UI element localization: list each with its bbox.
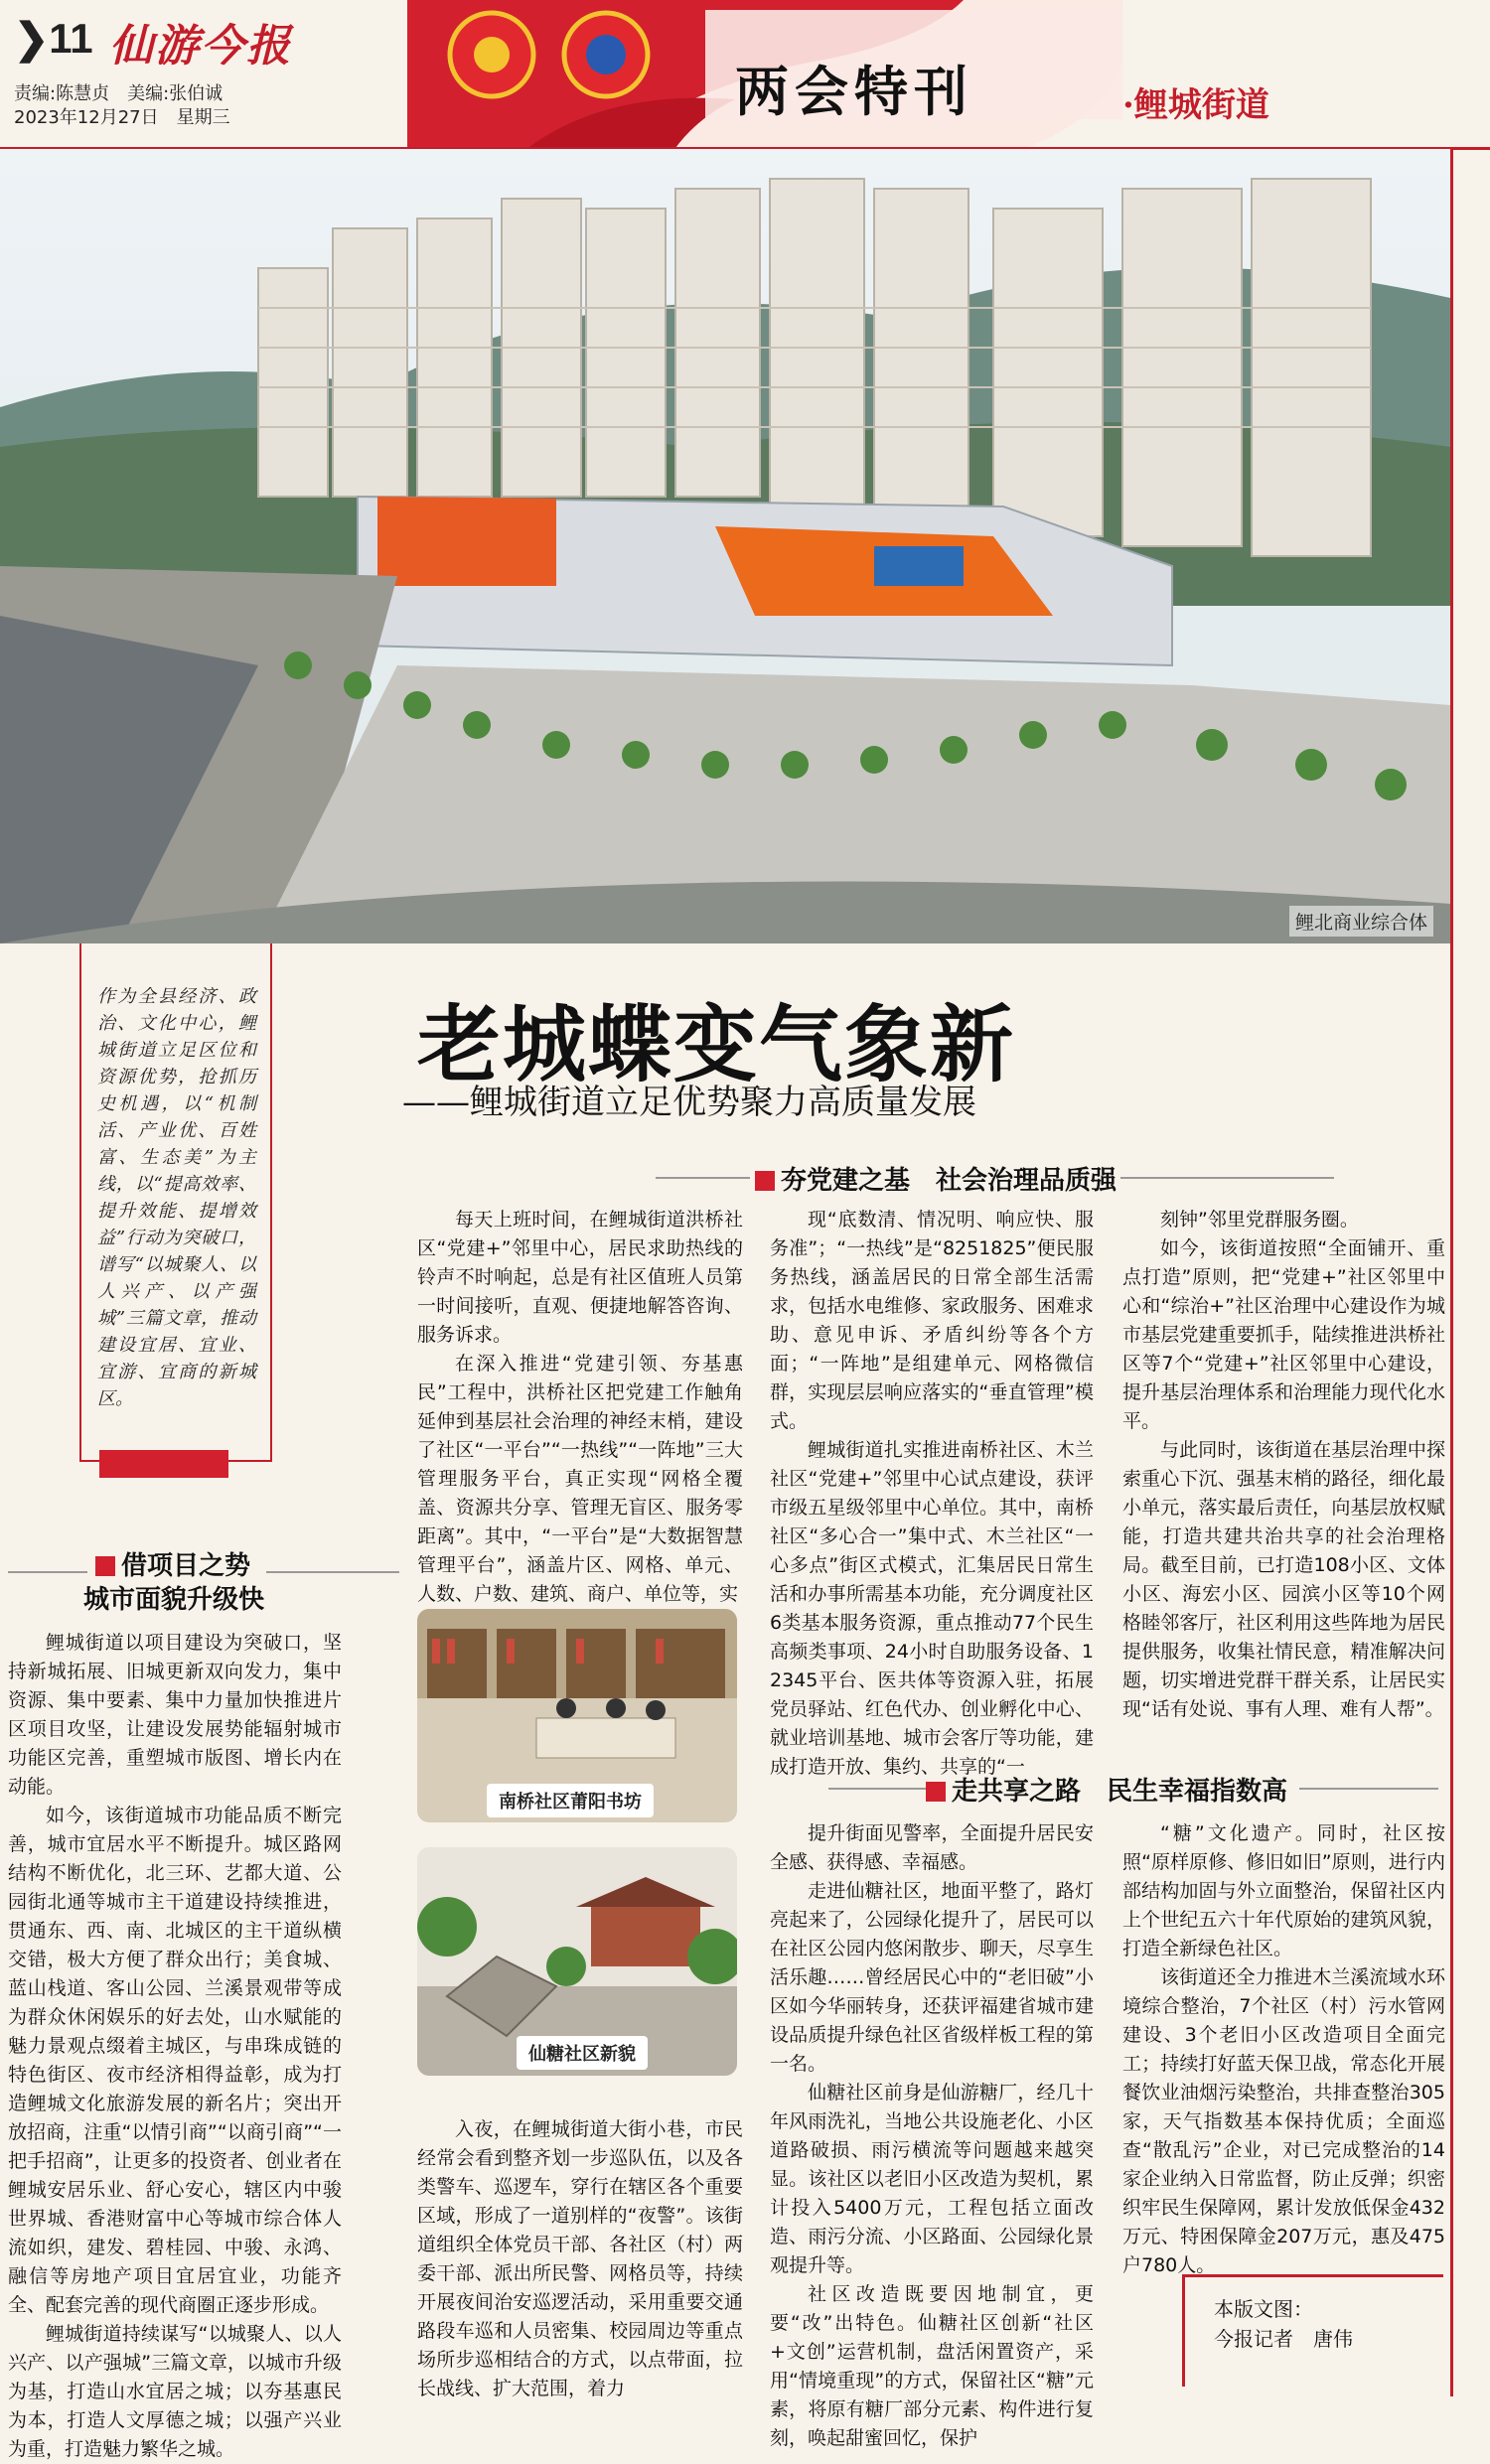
section-rule: [8, 1571, 87, 1573]
paragraph: 如今，该街道城市功能品质不断完善，城市宜居水平不断提升。城区路网结构不断优化，北三环、艺都大道、公园街北通等城市主干道建设持续推进，贯通东、西、南、北城区的主干道纵横交错，极大方便了群众出行；美食城、蓝山栈道、客山公园、兰溪景观带等成为群众休闲娱乐的好去处，山水赋能的魅力景观点缀着主城区，与串珠成链的特色街区、夜市经济相得益彰，成为打造鲤城文化旅游发展的新名片；突出开放招商，注重“以情引商”“以商引商”“一把手招商”，让更多的投资者、创业者在鲤城安居乐业、舒心安心，辖区内中骏世界城、香港财富中心等城市综合体人流如织，建发、碧桂园、中骏、永鸿、融信等房地产项目宜居宜业，功能齐全、配套完善的现代商圈正逐步形成。: [8, 1805, 342, 2316]
page-header: [0, 0, 1490, 149]
main-photo-caption: 鲤北商业综合体: [1289, 906, 1433, 937]
credit-label: 本版文图：: [1214, 2297, 1313, 2321]
paragraph: 仙糖社区前身是仙游糖厂，经几十年风雨洗礼，当地公共设施老化、小区道路破损、雨污横流等问题越来越突显。该社区以老旧小区改造为契机，累计投入5400万元，工程包括立面改造、雨污分流、小区路面、公园绿化景观提升等。: [770, 2082, 1094, 2276]
text-column-third-bottom: [770, 1819, 1094, 2453]
paragraph: 如今，该街道按照“全面铺开、重点打造”原则，把“党建+”社区邻里中心和“综治+”社区治理中心建设作为城市基层党建重要抓手，陆续推进洪桥社区等7个“党建+”社区邻里中心建设，提升基层治理体系和治理能力现代化水平。: [1122, 1237, 1445, 1432]
paragraph: 走进仙糖社区，地面平整了，路灯亮起来了，公园绿化提升了，居民可以在社区公园内悠闲散步、聊天，尽享生活乐趣……曾经居民心中的“老旧破”小区如今华丽转身，还获评福建省城市建设品质提升绿色社区省级样板工程的第一名。: [770, 1880, 1094, 2075]
paragraph: 鲤城街道持续谋写“以城聚人、以人兴产、以产强城”三篇文章，以城市升级为基，打造山水宜居之城；以夯基惠民为本，打造人文厚德之城；以强产兴业为重，打造魅力繁华之城。: [8, 2323, 342, 2460]
section-title-projects-line2: 城市面貌升级快: [83, 1585, 265, 1615]
paragraph: 提升街面见警率，全面提升居民安全感、获得感、幸福感。: [770, 1822, 1094, 1873]
editor-line: 责编:陈慧贞 美编:张伯诚: [14, 83, 224, 104]
text-column-third-top: [770, 1206, 1094, 1782]
red-square-icon: [926, 1782, 946, 1802]
paragraph: 与此同时，该街道在基层治理中探索重心下沉、强基末梢的路径，细化最小单元，落实最后责任，向基层放权赋能，打造共建共治共享的社会治理格局。截至目前，已打造108小区、文体小区、海宏小区、园滨小区等10个网格睦邻客厅，社区利用这些阵地为居民提供服务，收集社情民意，精准解决问题，切实增进党群干群关系，让居民实现“话有处说、事有人理、难有人帮”。: [1122, 1439, 1445, 1720]
photo-caption-reading-room: 南桥社区莆阳书坊: [487, 1784, 654, 1817]
text-column-left: [8, 1629, 342, 2464]
right-margin-rule: [1450, 149, 1453, 2396]
paragraph: 社区改造既要因地制宜，更要“改”出特色。仙糖社区创新“社区+文创”运营机制，盘活闲置资产，采用“情境重现”的方式，保留社区“糖”元素，将原有糖厂部分元素、构件进行复刻，唤起甜蜜回忆，保护: [770, 2283, 1094, 2449]
section-rule: [828, 1788, 928, 1790]
photo-caption-xiantang: 仙糖社区新貌: [517, 2036, 648, 2070]
text-column-fourth-top: [1122, 1206, 1445, 1724]
photo-reading-room: [417, 1609, 737, 1822]
column-name: ·鲤城街道: [1122, 85, 1269, 125]
credit-author: 今报记者 唐伟: [1214, 2327, 1353, 2351]
section-title-projects-line1: 借项目之势: [95, 1545, 250, 1582]
section-rule: [266, 1571, 399, 1573]
paragraph: 现“底数清、情况明、响应快、服务准”；“一热线”是“8251825”便民服务热线，涵盖居民的日常全部生活需求，包括水电维修、家政服务、困难求助、意见申诉、矛盾纠纷等各个方面；“一阵地”是组建单元、网格微信群，实现层层响应落实的“垂直管理”模式。: [770, 1209, 1094, 1432]
paragraph: 鲤城街道扎实推进南桥社区、木兰社区“党建+”邻里中心试点建设，获评市级五星级邻里中心单位。其中，南桥社区“多心合一”集中式、木兰社区“一心多点”街区式模式，汇集居民日常生活和办事所需基本功能，充分调度社区6类基本服务资源，重点推动77个民生高频类事项、24小时自助服务设备、12345平台、医共体等资源入驻，拓展党员驿站、红色代办、创业孵化中心、就业培训基地、城市会客厅等功能，建成打造开放、集约、共享的“一: [770, 1439, 1094, 1778]
subheadline: ——鲤城街道立足优势聚力高质量发展: [402, 1083, 976, 1122]
text-column-middle-top: [417, 1206, 743, 1609]
main-photo-commercial-complex: [0, 149, 1450, 943]
photo-xiantang-community: [417, 1847, 737, 2076]
red-square-icon: [755, 1171, 775, 1191]
paper-masthead: 仙游今报: [109, 21, 292, 72]
paragraph: 每天上班时间，在鲤城街道洪桥社区“党建+”邻里中心，居民求助热线的铃声不时响起，总是有社区值班人员第一时间接听，直观、便捷地解答咨询、服务诉求。: [417, 1209, 743, 1346]
paragraph: 在深入推进“党建引领、夯基惠民”工程中，洪桥社区把党建工作触角延伸到基层社会治理的神经末梢，建设了社区“一平台”“一热线”“一阵地”三大管理服务平台，真正实现“网格全覆盖、资源共分享、管理无盲区、服务零距离”。其中，“一平台”是“大数据智慧管理平台”，涵盖片区、网格、单元、人数、户数、建筑、商户、单位等，实: [417, 1353, 743, 1605]
page-arrow-icon: ❯: [14, 15, 50, 62]
section-rule: [1120, 1177, 1334, 1179]
section-title-party-building: 夯党建之基 社会治理品质强: [755, 1160, 1117, 1197]
headline: 老城蝶变气象新: [417, 995, 1016, 1093]
intro-text: 作为全县经济、政治、文化中心，鲤城街道立足区位和资源优势，抢抓历史机遇，以“机制活、产业优、百姓富、生态美”为主线，以“提高效率、提升效能、提增效益”行动为突破口，谱写“以城聚人、以人兴产、以产强城”三篇文章，推动建设宜居、宜业、宜游、宜商的新城区。: [97, 986, 256, 1409]
section-rule: [656, 1177, 750, 1179]
date-line: 2023年12月27日 星期三: [14, 107, 230, 128]
text-column-fourth-bottom: [1122, 1819, 1445, 2280]
credit: [1214, 2294, 1353, 2354]
intro-red-block: [99, 1450, 228, 1478]
text-column-middle-bottom: [417, 2115, 743, 2403]
page-number: ❯11: [14, 15, 93, 62]
special-issue-title: 两会特刊: [735, 60, 973, 123]
paragraph: 刻钟”邻里党群服务圈。: [1160, 1209, 1359, 1231]
section-rule: [1299, 1788, 1438, 1790]
paragraph: 鲤城街道以项目建设为突破口，坚持新城拓展、旧城更新双向发力，集中资源、集中要素、集中力量加快推进片区项目攻坚，让建设发展势能辐射城市功能区完善，重塑城市版图、增长内在动能。: [8, 1632, 342, 1798]
section-title-shared-development: 走共享之路 民生幸福指数高: [926, 1771, 1287, 1808]
paragraph: 入夜，在鲤城街道大街小巷，市民经常会看到整齐划一步巡队伍，以及各类警车、巡逻车，穿行在辖区各个重要区域，形成了一道别样的“夜警”。该街道组织全体党员干部、各社区（村）两委干部、派出所民警、网格员等，持续开展夜间治安巡逻活动，采用重要交通路段车巡和人员密集、校园周边等重点场所步巡相结合的方式，以点带面，拉长战线、扩大范围，着力: [417, 2118, 743, 2399]
paragraph: 该街道还全力推进木兰溪流域水环境综合整治，7个社区（村）污水管网建设、3个老旧小区改造项目全面完工；持续打好蓝天保卫战，常态化开展餐饮业油烟污染整治，共排查整治305家，天气指数基本保持优质；全面巡查“散乱污”企业，对已完成整治的14家企业纳入日常监督，防止反弹；织密织牢民生保障网，累计发放低保金432万元、特困保障金207万元，惠及475户780人。: [1122, 1966, 1445, 2276]
paragraph: “糖”文化遗产。同时，社区按照“原样原修、修旧如旧”原则，进行内部结构加固与外立面整治，保留社区内上个世纪五六十年代原始的建筑风貌，打造全新绿色社区。: [1122, 1822, 1445, 1959]
red-square-icon: [95, 1556, 115, 1576]
